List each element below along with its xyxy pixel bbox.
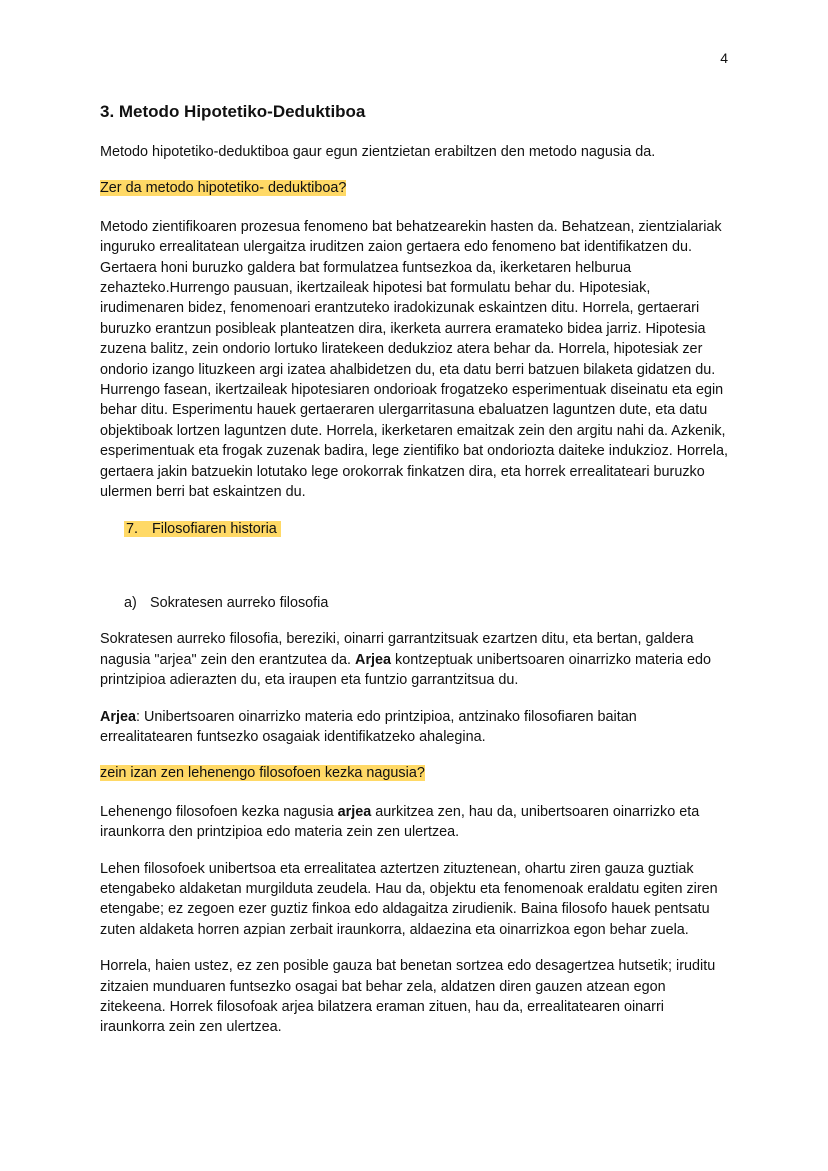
text-run: Lehenengo filosofoen kezka nagusia [100,803,338,820]
text-run: kontzeptuak unibertsoaren oinarrizko materia edo printzipioa adierazten du, eta iraupen eta funtzio garrantzitsua du. [100,651,712,689]
subsection-a-paragraph-1 [100,629,728,690]
subsection-a-title: Sokratesen aurreko filosofia [150,594,329,611]
arjea-definition [100,707,728,748]
section-7-highlight [124,521,281,537]
subsection-a-heading [124,593,728,613]
bold-term: Arjea [355,651,392,668]
section-7-title: Filosofiaren historia [152,520,277,537]
definition-text: : Unibertsoaren oinarrizko materia edo printzipioa, antzinako filosofiaren baitan errealitatearen funtsezko osagaiak identifikatzeko ahalegina. [100,708,637,745]
text-run: aurkitzea zen, hau da, unibertsoaren oinarrizko eta iraunkorra den printzipioa edo materia zein zen ulertzea. [100,803,700,841]
subsection-a-question [100,763,728,783]
subsection-a-answer-3: Horrela, haien ustez, ez zen posible gauza bat benetan sortzea edo desagertzea hutsetik; iruditu zitzaien munduaren funtsezko osagai bat behar zela, aldatzen diren gauzen atzean egon zitekeena. Horrek filosofoak arjea bilatzera eraman zituen, hau da, errealitatearen oinarri iraunkorra zein zen ulertzea. [100,958,716,1036]
section-3-answer: Metodo zientifikoaren prozesua fenomeno bat behatzearekin hasten da. Behatzean, zientzialariak inguruko errealitatean ulergaitza iruditzen zaion gertaera edo fenomeno bat identifikatzen du. Gertaera honi buruzko galdera bat formulatzea funtsezkoa da, ikerketaren helburua zehazteko.Hurrengo pausuan, ikertzaileak hipotesi bat formulatu behar du. Hipotesiak, irudimenaren bidez, fenomenoari erantzuteko iradokizunak eskaintzen ditu. Horrela, gertaerari buruzko erantzun posibleak planteatzen dira, ikerketa aurrera eramateko bidea jarriz. Hipotesia zuzena balitz, zein ondorio lortuko liratekeen dedukzioz atera behar da. Horrela, hipotesiak zer ondorio izango lituzkeen argi izatea ahalbidetzen du, eta datu berri batzuen bilaketa gidatzen du. Hurrengo fasean, ikertzaileak hipotesiaren ondorioak frogatzeko esperimentuak diseinatu eta egin behar ditu. Esperimentu hauek gertaeraren ulergarritasuna ebaluatzen laguntzen dute, eta datu objektiboak lortzen laguntzen dute. Horrela, ikerketaren emaitzak zein den argitu nahi da. Azkenik, esperimentuak eta frogak zuzenak badira, lege zientifiko bat ondoriozta daiteke indukzioz. Horrela, gertaera jakin batzuekin lotutako lege orokorrak finkatzen dira, eta horrek errealitateari buruzko ulermen berri bat eskaintzen du. [100,218,728,501]
highlighted-question: zein izan zen lehenengo filosofoen kezka nagusia? [100,765,425,782]
bold-term: arjea [337,803,372,820]
subsection-a-answer-1 [100,802,728,843]
text-run: Sokratesen aurreko filosofia, bereziki, oinarri garrantzitsuak ezartzen ditu, eta bertan, galdera nagusia "arjea" zein den erantzutea da. [100,631,694,668]
definition-term: Arjea [100,708,136,725]
subsection-a-marker: a) [124,594,137,611]
section-3-question [100,178,728,198]
page-number: 4 [720,50,728,66]
section-7-number: 7. [126,520,139,537]
highlighted-question: Zer da metodo hipotetiko- deduktiboa? [100,180,347,197]
section-3-heading: 3. Metodo Hipotetiko-Deduktiboa [100,102,366,121]
subsection-a-answer-2: Lehen filosofoek unibertsoa eta errealitatea aztertzen zituztenean, ohartu ziren gauza guztiak etengabeko aldaketan murgilduta zeudela. Hau da, objektu eta fenomenoak eraldatu egiten ziren etengabe; ez zegoen ezer guztiz finkoa edo aldagaitza zirudienik. Baina filosofo hauek pentsatu zuten aldaketa horren azpian zerbait iraunkorra, aldaezina eta oinarrizkoa egon behar zuela. [100,860,718,938]
page-content [100,100,728,1054]
section-3-intro: Metodo hipotetiko-deduktiboa gaur egun zientzietan erabiltzen den metodo nagusia da. [100,144,656,160]
section-7-heading [124,519,728,539]
